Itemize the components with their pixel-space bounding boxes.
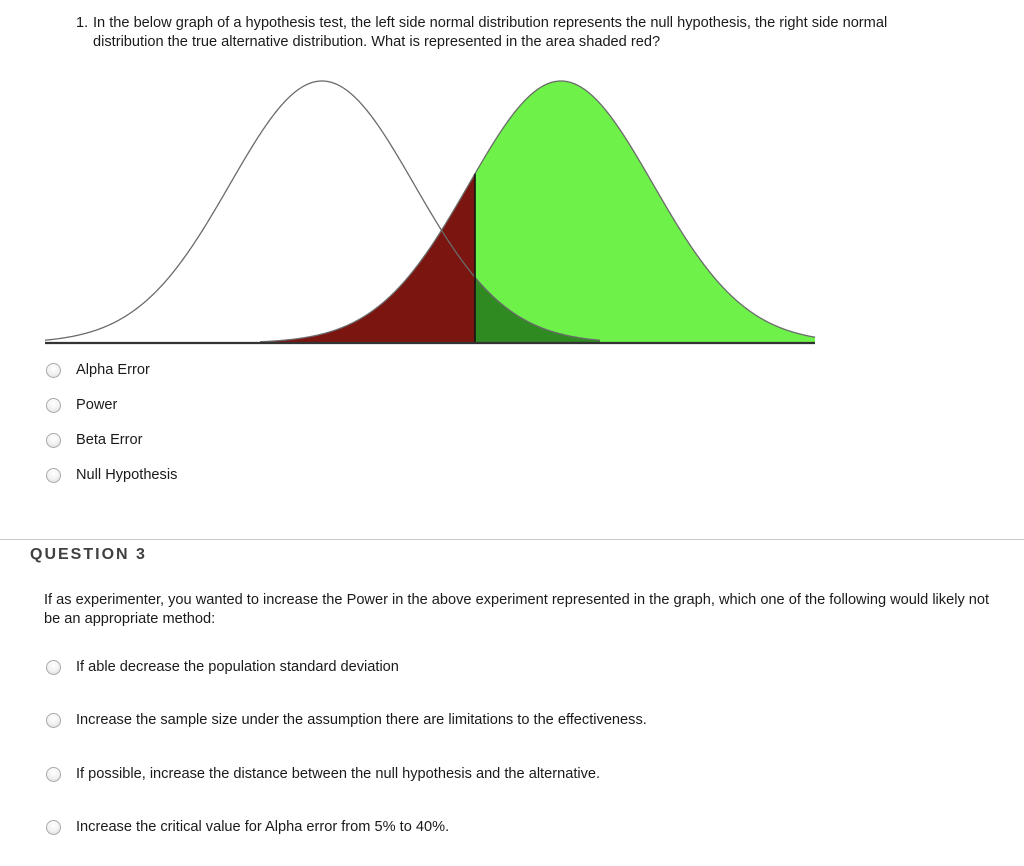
question-1-line-1: In the below graph of a hypothesis test, the left side normal distribution represents the null hypothesis, the right side normal [93,15,888,31]
radio-button[interactable] [46,468,61,483]
section-divider [0,539,1024,540]
option-beta-error[interactable] [46,429,143,451]
radio-button[interactable] [46,398,61,413]
option-label: Power [76,397,118,413]
option-label: If possible, increase the distance between the null hypothesis and the alternative. [76,766,601,782]
option-label: Beta Error [76,432,143,448]
option-increase-critical-value[interactable] [46,816,449,838]
beta-region-red [260,174,475,343]
radio-button[interactable] [46,820,61,835]
option-label: If able decrease the population standard deviation [76,659,399,675]
option-alpha-error[interactable] [46,359,150,381]
hypothesis-test-graph [40,68,820,353]
option-decrease-std-dev[interactable] [46,656,399,678]
power-region-green [475,81,815,343]
option-label: Increase the critical value for Alpha error from 5% to 40%. [76,819,450,835]
option-null-hypothesis[interactable] [46,464,177,486]
question-3-heading: QUESTION 3 [30,546,147,563]
radio-button[interactable] [46,433,61,448]
question-1-line-2: distribution the true alternative distribution. What is represented in the area shaded red? [93,34,661,50]
option-power[interactable] [46,394,117,416]
option-increase-distance[interactable] [46,763,600,785]
option-label: Increase the sample size under the assumption there are limitations to the effectiveness. [76,712,647,728]
radio-button[interactable] [46,713,61,728]
radio-button[interactable] [46,767,61,782]
question-number: 1. [76,15,89,31]
question-3-text: If as experimenter, you wanted to increase the Power in the above experiment represented in the graph, which one of the following would likely not be an appropriate method: [44,592,990,627]
radio-button[interactable] [46,363,61,378]
option-increase-sample-size[interactable] [46,709,647,731]
option-label: Alpha Error [76,362,150,378]
option-label: Null Hypothesis [76,467,178,483]
radio-button[interactable] [46,660,61,675]
question-1-text [76,14,996,52]
